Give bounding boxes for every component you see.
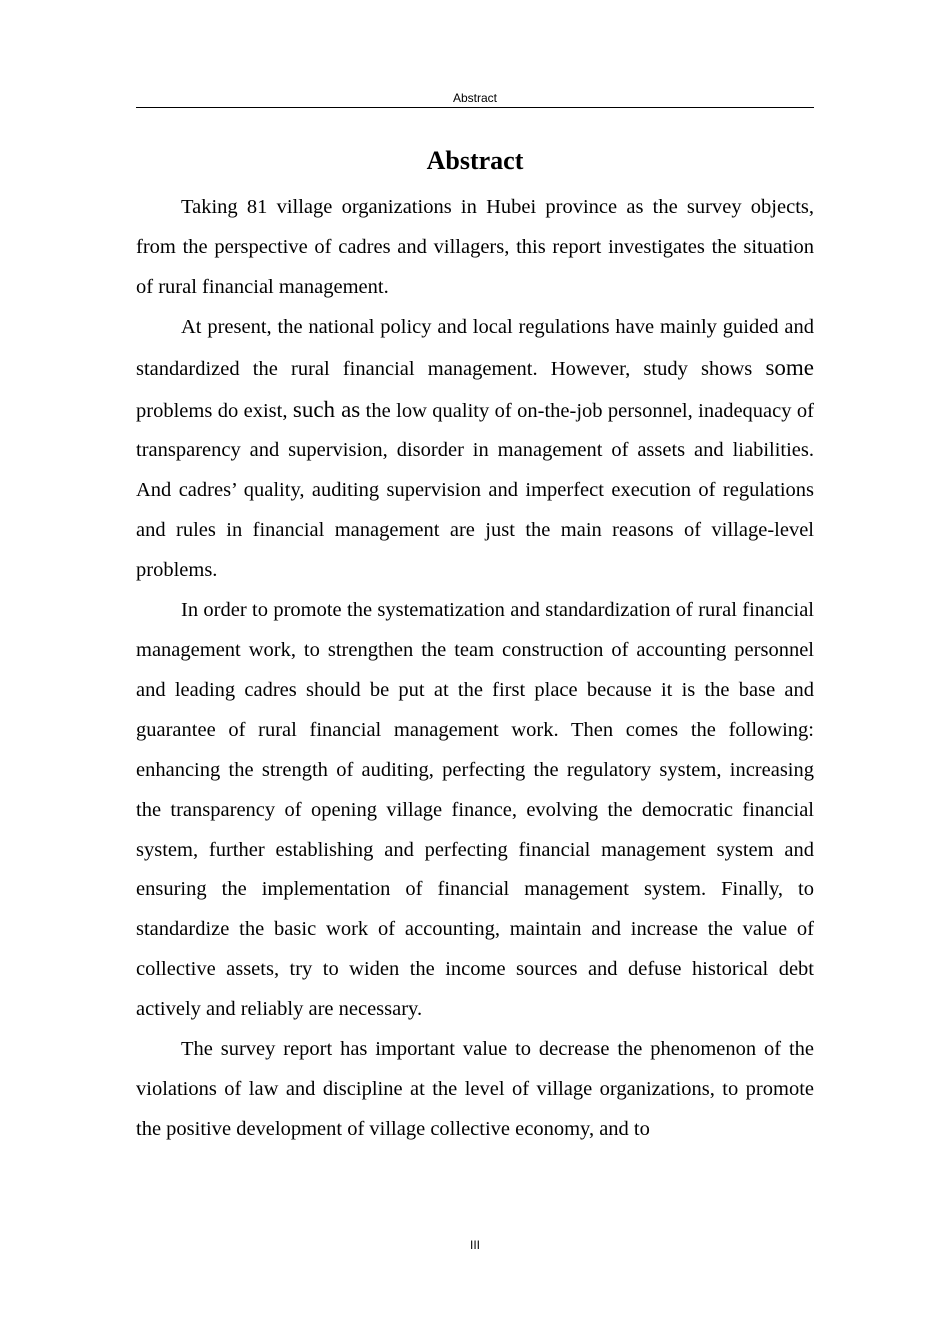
paragraph-2-text-b: some	[765, 354, 814, 380]
paragraph-3: In order to promote the systematization and standardization of rural financial management work, to strengthen the team construction of accounting personnel and leading cadres should be put at the first place because it is the base and guarantee of rural financial management work. Then comes the following: enhancing the strength of auditing, perfecting the regulatory system, increasing the transparency of opening village finance, evolving the democratic financial system, further establishing and perfecting financial management system and ensuring the implementation of financial management system. Finally, to standardize the basic work of accounting, maintain and increase the value of collective assets, try to widen the income sources and defuse historical debt actively and reliably are necessary.	[136, 599, 814, 1021]
page-number: III	[469, 1238, 480, 1252]
running-header-title: Abstract	[452, 91, 497, 105]
paragraph-2-text-c: problems do exist,	[136, 399, 293, 422]
paragraph-2-text-a: At present, the national policy and local regulations have mainly guided and standardized the rural financial management. However, study shows	[136, 315, 814, 380]
paragraph-4: The survey report has important value to decrease the phenomenon of the violations of law and discipline at the level of village organizations, to promote the positive development of village collective economy, and to	[136, 1038, 814, 1140]
paragraph-2-text-e: the low quality of on-the-job personnel, inadequacy of transparency and supervision, disorder in management of assets and liabilities. And cadres’ quality, auditing supervision and imperfect execution of regulations and rules in financial management are just the main reasons of village-level problems.	[136, 399, 814, 582]
paragraph-1: Taking 81 village organizations in Hubei province as the survey objects, from the perspective of cadres and villagers, this report investigates the situation of rural financial management.	[136, 196, 814, 298]
paragraph-2-text-d: such as	[292, 396, 361, 422]
document-body	[136, 140, 814, 1150]
page-title: Abstract	[426, 146, 524, 175]
paragraph-2	[136, 308, 814, 591]
running-header	[136, 91, 814, 108]
